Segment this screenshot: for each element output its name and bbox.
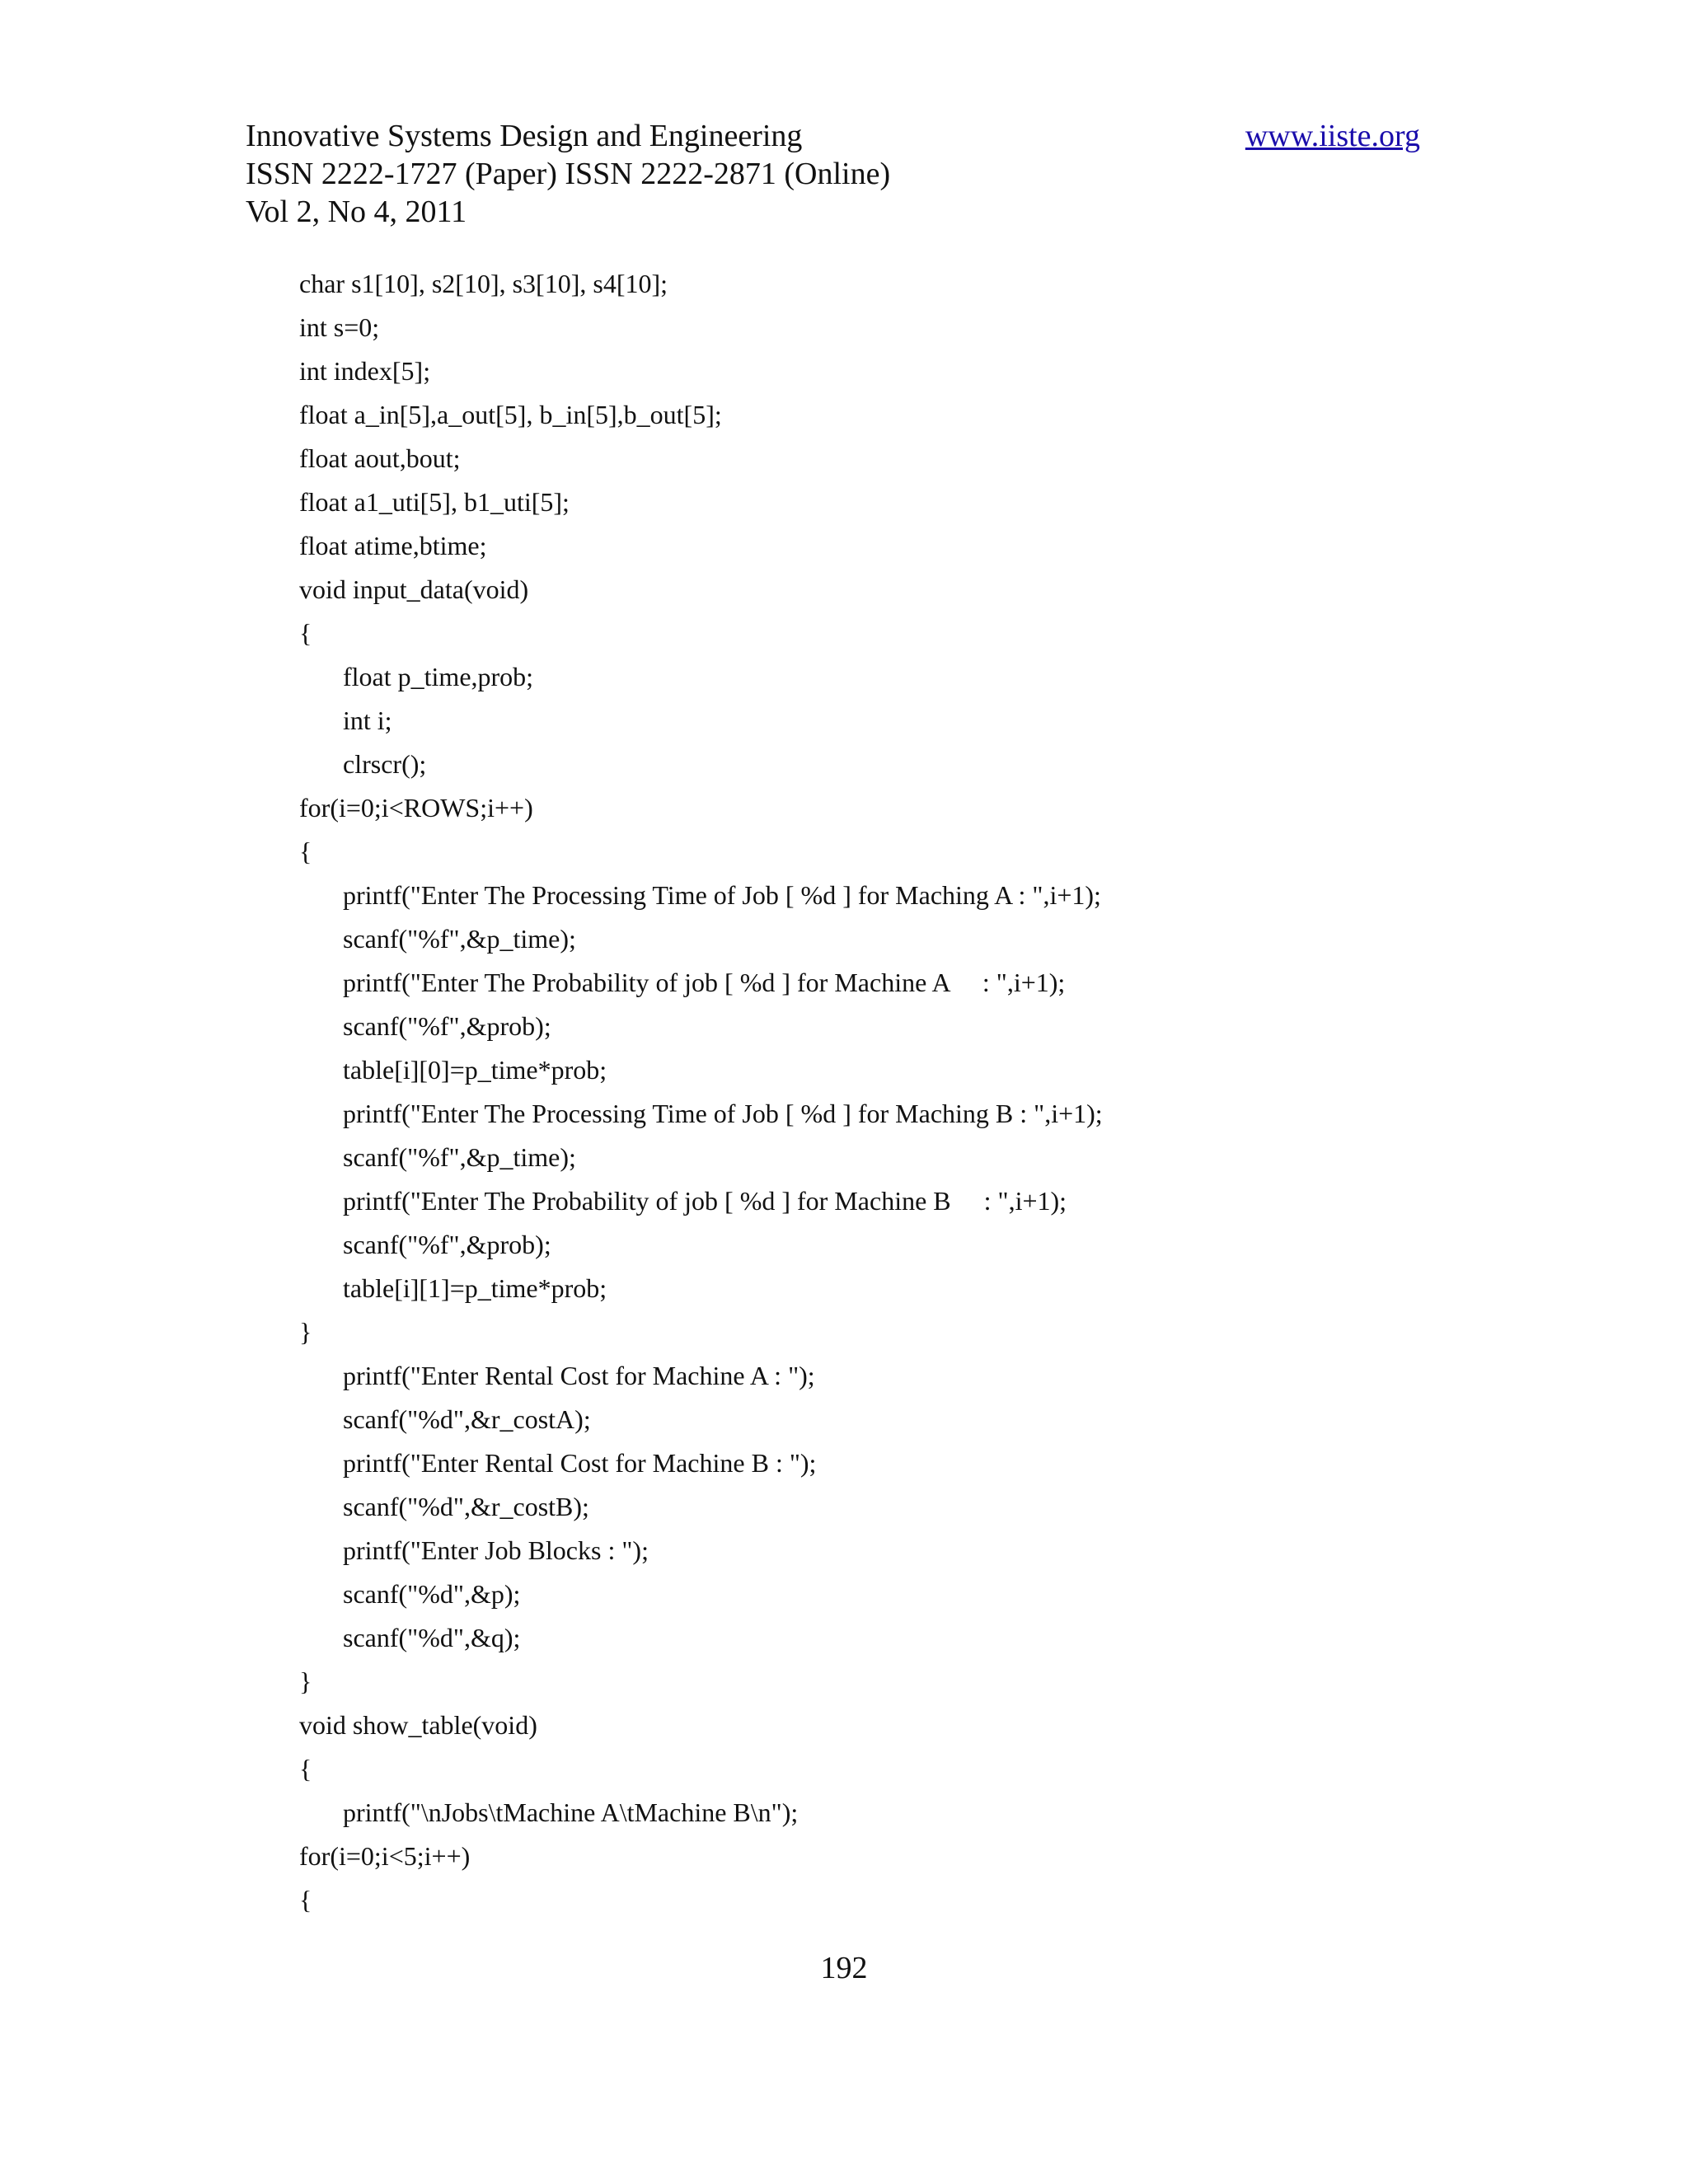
code-line: float aout,bout; (299, 443, 461, 473)
code-line: } (299, 1317, 312, 1347)
code-line: scanf("%d",&r_costA); (343, 1404, 591, 1434)
code-listing (299, 262, 1103, 1922)
page-number: 192 (820, 1951, 868, 1985)
code-line: float p_time,prob; (343, 662, 534, 691)
code-line: char s1[10], s2[10], s3[10], s4[10]; (299, 269, 668, 298)
code-line: scanf("%f",&prob); (343, 1230, 551, 1259)
code-line: scanf("%d",&p); (343, 1579, 521, 1609)
code-line: printf("Enter Rental Cost for Machine B : "); (343, 1448, 817, 1478)
code-line: int s=0; (299, 312, 380, 342)
code-line: void show_table(void) (299, 1710, 537, 1740)
code-line: table[i][1]=p_time*prob; (343, 1273, 607, 1303)
journal-title: Innovative Systems Design and Engineering (246, 119, 803, 153)
code-line: scanf("%d",&q); (343, 1623, 521, 1652)
volume-line: Vol 2, No 4, 2011 (246, 194, 467, 229)
code-line: printf("Enter Rental Cost for Machine A : "); (343, 1361, 815, 1390)
code-line: float atime,btime; (299, 531, 487, 560)
code-line: float a_in[5],a_out[5], b_in[5],b_out[5]; (299, 400, 722, 429)
code-line: for(i=0;i<ROWS;i++) (299, 793, 533, 823)
code-line: { (299, 618, 312, 648)
journal-url-link[interactable]: www.iiste.org (1245, 119, 1420, 153)
issn-line: ISSN 2222-1727 (Paper) ISSN 2222-2871 (Online) (246, 157, 891, 191)
code-line: { (299, 1885, 312, 1915)
code-line: printf("Enter The Processing Time of Job [ %d ] for Maching A : ",i+1); (343, 880, 1101, 910)
code-line: printf("Enter The Processing Time of Job [ %d ] for Maching B : ",i+1); (343, 1099, 1103, 1128)
code-line: float a1_uti[5], b1_uti[5]; (299, 487, 570, 517)
code-line: printf("Enter The Probability of job [ %d ] for Machine B : ",i+1); (343, 1186, 1067, 1216)
code-line: } (299, 1666, 312, 1696)
code-line: int i; (343, 705, 392, 735)
code-line: printf("Enter The Probability of job [ %d ] for Machine A : ",i+1); (343, 968, 1066, 997)
code-line: int index[5]; (299, 356, 431, 386)
code-line: printf("Enter Job Blocks : "); (343, 1535, 649, 1565)
code-line: clrscr(); (343, 749, 427, 779)
code-line: { (299, 1754, 312, 1783)
code-line: void input_data(void) (299, 574, 529, 604)
code-line: printf("\nJobs\tMachine A\tMachine B\n"); (343, 1797, 799, 1827)
code-line: scanf("%f",&p_time); (343, 924, 576, 954)
code-line: scanf("%f",&prob); (343, 1011, 551, 1041)
code-line: table[i][0]=p_time*prob; (343, 1055, 607, 1085)
code-line: for(i=0;i<5;i++) (299, 1841, 471, 1871)
code-line: { (299, 837, 312, 866)
code-line: scanf("%d",&r_costB); (343, 1492, 589, 1521)
code-line: scanf("%f",&p_time); (343, 1142, 576, 1172)
